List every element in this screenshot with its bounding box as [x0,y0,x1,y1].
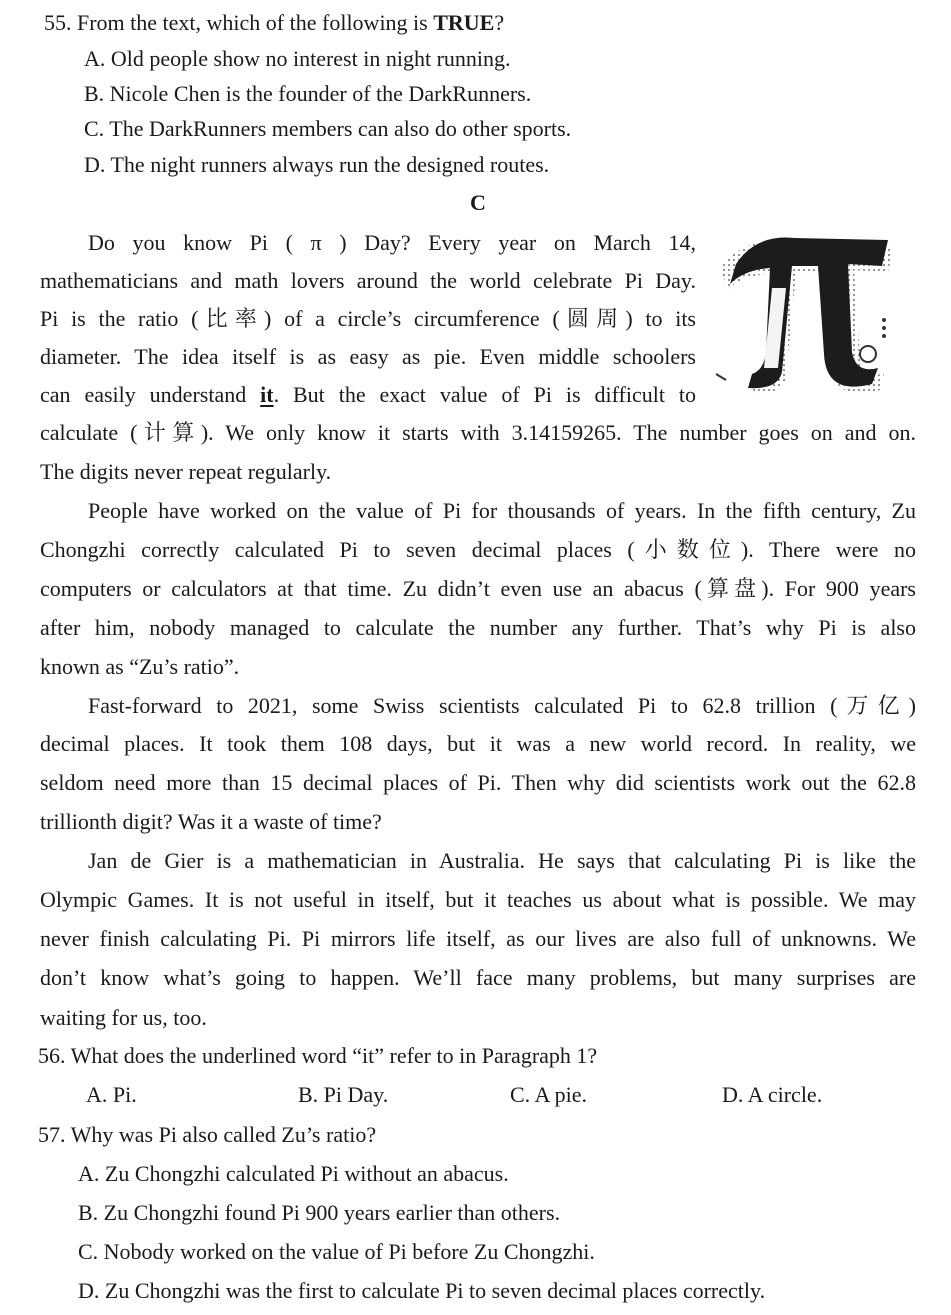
p2-line-2: Chongzhi correctly calculated Pi to seven decimal places (小数位). There were no [40,537,916,562]
q55-stem [44,8,504,38]
p3-line-1: Fast-forward to 2021, some Swiss scientists calculated Pi to 62.8 trillion (万亿) [88,693,916,718]
p1-line-5-b: . But the exact value of Pi is difficult to [273,382,697,407]
q55-option-c: C. The DarkRunners members can also do other sports. [84,116,572,141]
p3-line-4: trillionth digit? Was it a waste of time? [40,809,382,834]
q56-options [86,1080,934,1110]
q56-option-b: B. Pi Day. [298,1082,389,1107]
p2-line-5: known as “Zu’s ratio”. [40,654,240,679]
p1-line-2: mathematicians and math lovers around the world celebrate Pi Day. [40,268,696,293]
q57-option-d: D. Zu Chongzhi was the first to calculate Pi to seven decimal places correctly. [78,1278,766,1303]
q57-option-a: A. Zu Chongzhi calculated Pi without an abacus. [78,1161,509,1186]
p1-line-3: Pi is the ratio (比率) of a circle’s circumference (圆周) to its [40,306,696,331]
q55-stem-emphasis: TRUE [433,10,495,35]
q55-option-d: D. The night runners always run the designed routes. [84,152,550,177]
p4-line-3: never finish calculating Pi. Pi mirrors life itself, as our lives are also full of unknowns. We [40,926,916,951]
p3-line-2: decimal places. It took them 108 days, but it was a new world record. In reality, we [40,731,916,756]
p2-line-4: after him, nobody managed to calculate the number any further. That’s why Pi is also [40,615,916,640]
p1-line-4: diameter. The idea itself is as easy as pie. Even middle schoolers [40,344,696,369]
section-label: C [470,190,486,215]
p1-line-7: The digits never repeat regularly. [40,459,332,484]
pi-symbol-illustration [712,228,898,406]
p1-line-5-a: can easily understand [40,382,261,407]
p4-line-1: Jan de Gier is a mathematician in Australia. He says that calculating Pi is like the [88,848,916,873]
p3-line-3: seldom need more than 15 decimal places of Pi. Then why did scientists work out the 62.8 [40,770,916,795]
q56-option-c: C. A pie. [510,1082,588,1107]
q55-stem-suffix: ? [494,10,505,35]
q55-option-a: A. Old people show no interest in night running. [84,46,511,71]
p2-line-3: computers or calculators at that time. Zu didn’t even use an abacus (算盘). For 900 years [40,576,916,601]
q55-option-b: B. Nicole Chen is the founder of the DarkRunners. [84,81,532,106]
p4-line-2: Olympic Games. It is not useful in itself, but it teaches us about what is possible. We may [40,887,916,912]
q56-option-d: D. A circle. [722,1082,823,1107]
p4-line-5: waiting for us, too. [40,1005,207,1030]
p2-line-1: People have worked on the value of Pi for thousands of years. In the fifth century, Zu [88,498,916,523]
p1-line-5 [40,380,696,410]
underlined-word-it: it [260,382,274,407]
p1-line-1: Do you know Pi ( π ) Day? Every year on March 14, [88,230,696,255]
q57-stem: 57. Why was Pi also called Zu’s ratio? [38,1122,377,1147]
q56-stem: 56. What does the underlined word “it” refer to in Paragraph 1? [38,1043,598,1068]
p1-line-6: calculate (计算). We only know it starts with 3.14159265. The number goes on and on. [40,420,916,445]
p4-line-4: don’t know what’s going to happen. We’ll face many problems, but many surprises are [40,965,916,990]
q55-stem-text: 55. From the text, which of the following is [44,10,434,35]
q56-option-a: A. Pi. [86,1082,137,1107]
q57-option-c: C. Nobody worked on the value of Pi before Zu Chongzhi. [78,1239,595,1264]
q57-option-b: B. Zu Chongzhi found Pi 900 years earlier than others. [78,1200,561,1225]
